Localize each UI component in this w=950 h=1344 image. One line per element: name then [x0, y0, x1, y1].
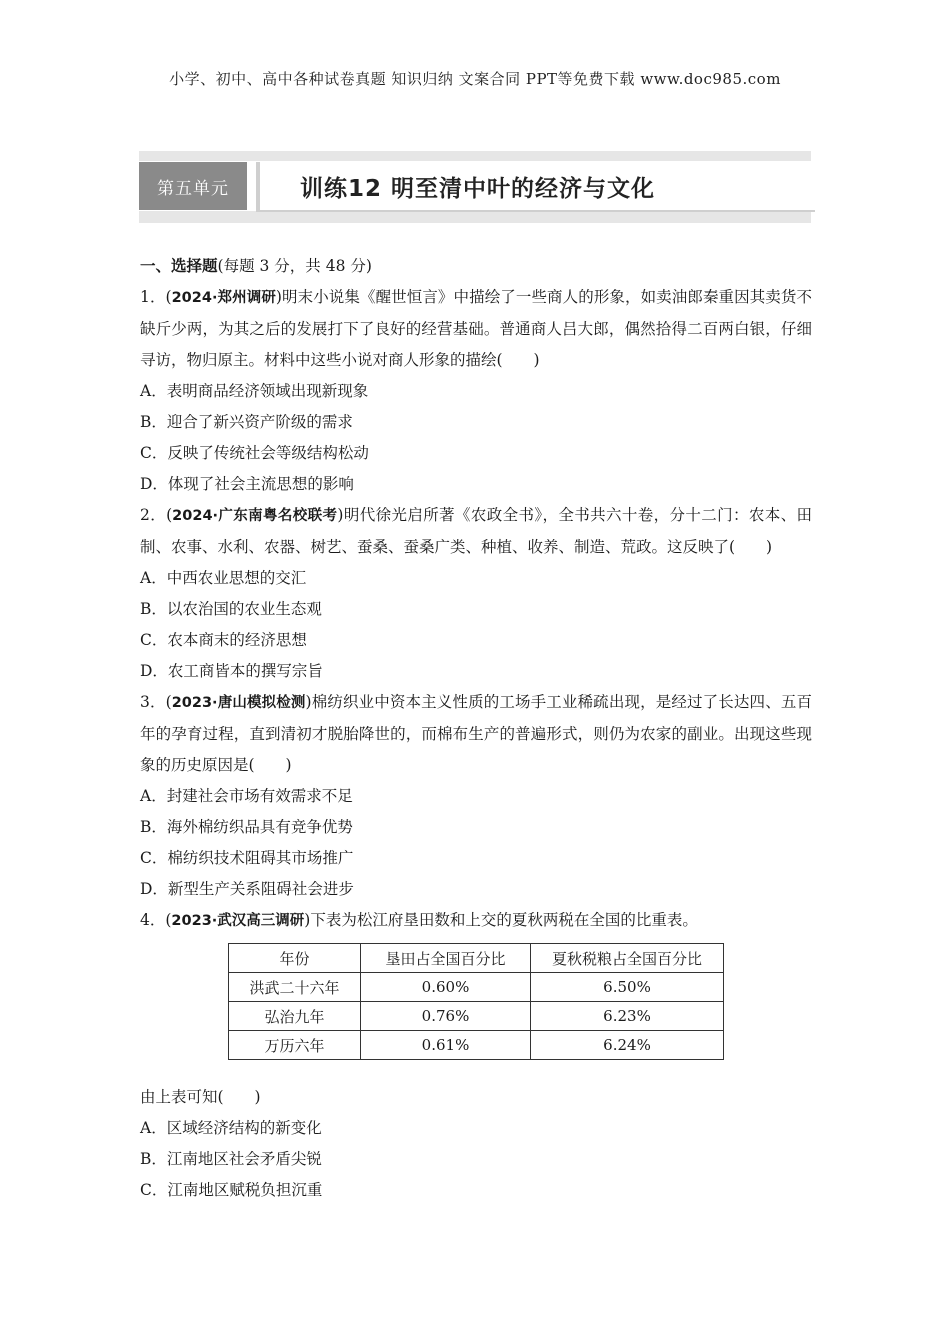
table-cell: 6.23% — [531, 1002, 724, 1031]
option-b: B．海外棉纺织品具有竞争优势 — [140, 818, 353, 836]
option-b: B．江南地区社会矛盾尖锐 — [140, 1150, 322, 1168]
question-1 — [140, 282, 812, 376]
question-number: 1．( — [140, 288, 172, 306]
table-cell: 6.50% — [531, 973, 724, 1002]
option-c: C．反映了传统社会等级结构松动 — [140, 444, 369, 462]
table-header-cell: 年份 — [229, 944, 361, 973]
question-prompt: 由上表可知( ) — [140, 1088, 261, 1106]
table-header-cell: 垦田占全国百分比 — [361, 944, 531, 973]
page-title: 训练12 明至清中叶的经济与文化 — [300, 175, 656, 202]
table-cell: 0.60% — [361, 973, 531, 1002]
table-header-cell: 夏秋税粮占全国百分比 — [531, 944, 724, 973]
question-source: 2024·郑州调研 — [171, 290, 276, 306]
site-header: 小学、初中、高中各种试卷真题 知识归纳 文案合同 PPT等免费下载 www.doc985.com — [169, 70, 781, 88]
table-header-row — [229, 944, 724, 973]
section-title: 一、选择题 — [140, 256, 218, 275]
table-row — [229, 1031, 724, 1060]
question-3 — [140, 687, 812, 781]
question-number: 4．( — [140, 911, 172, 929]
option-d: D．新型生产关系阻碍社会进步 — [140, 880, 354, 898]
option-b: B．以农治国的农业生态观 — [140, 600, 322, 618]
table-cell: 0.76% — [361, 1002, 531, 1031]
option-c: C．农本商末的经济思想 — [140, 631, 307, 649]
question-content — [140, 250, 812, 1206]
question-stem: )明代徐光启所著《农政全书》，全书共六十卷，分十二门：农本、田制、农事、水利、农器、树艺、蚕桑、蚕桑广类、种植、收养、制造、荒政。这反映了( ) — [140, 506, 812, 556]
table-row — [229, 973, 724, 1002]
table-row — [229, 1002, 724, 1031]
question-source: 2024·广东南粤名校联考 — [172, 508, 338, 524]
question-stem: )下表为松江府垦田数和上交的夏秋两税在全国的比重表。 — [304, 911, 698, 929]
option-c: C．棉纺织技术阻碍其市场推广 — [140, 849, 354, 867]
unit-label: 第五单元 — [139, 162, 247, 210]
question-number: 2．( — [140, 506, 173, 524]
option-a: A．中西农业思想的交汇 — [140, 569, 307, 587]
option-a: A．表明商品经济领域出现新现象 — [140, 382, 369, 400]
question-number: 3．( — [140, 693, 172, 711]
option-a: A．封建社会市场有效需求不足 — [140, 787, 353, 805]
table-cell: 万历六年 — [229, 1031, 361, 1060]
option-d: D．体现了社会主流思想的影响 — [140, 475, 354, 493]
section-subtitle: (每题 3 分，共 48 分) — [217, 257, 372, 275]
question-source: 2023·武汉高三调研 — [171, 913, 305, 929]
question-source: 2023·唐山模拟检测 — [171, 695, 306, 711]
data-table — [228, 943, 724, 1060]
question-4 — [140, 905, 812, 937]
option-a: A．区域经济结构的新变化 — [140, 1119, 322, 1137]
table-cell: 6.24% — [531, 1031, 724, 1060]
option-b: B．迎合了新兴资产阶级的需求 — [140, 413, 353, 431]
option-c: C．江南地区赋税负担沉重 — [140, 1181, 323, 1199]
table-cell: 洪武二十六年 — [229, 973, 361, 1002]
table-cell: 弘治九年 — [229, 1002, 361, 1031]
question-2 — [140, 500, 812, 563]
option-d: D．农工商皆本的撰写宗旨 — [140, 662, 323, 680]
question-stem: )棉纺织业中资本主义性质的工场手工业稀疏出现，是经过了长达四、五百年的孕育过程，直到清初才脱胎降世的，而棉布生产的普遍形式，则仍为农家的副业。出现这些现象的历史原因是( ) — [140, 693, 812, 774]
title-banner — [256, 162, 815, 210]
table-cell: 0.61% — [361, 1031, 531, 1060]
question-stem: )明末小说集《醒世恒言》中描绘了一些商人的形象，如卖油郎秦重因其卖货不缺斤少两，为其之后的发展打下了良好的经营基础。普通商人吕大郎，偶然拾得二百两白银，仔细寻访，物归原主。材料中这些小说对商人形象的描绘( ) — [140, 288, 812, 369]
section-heading — [140, 250, 812, 282]
